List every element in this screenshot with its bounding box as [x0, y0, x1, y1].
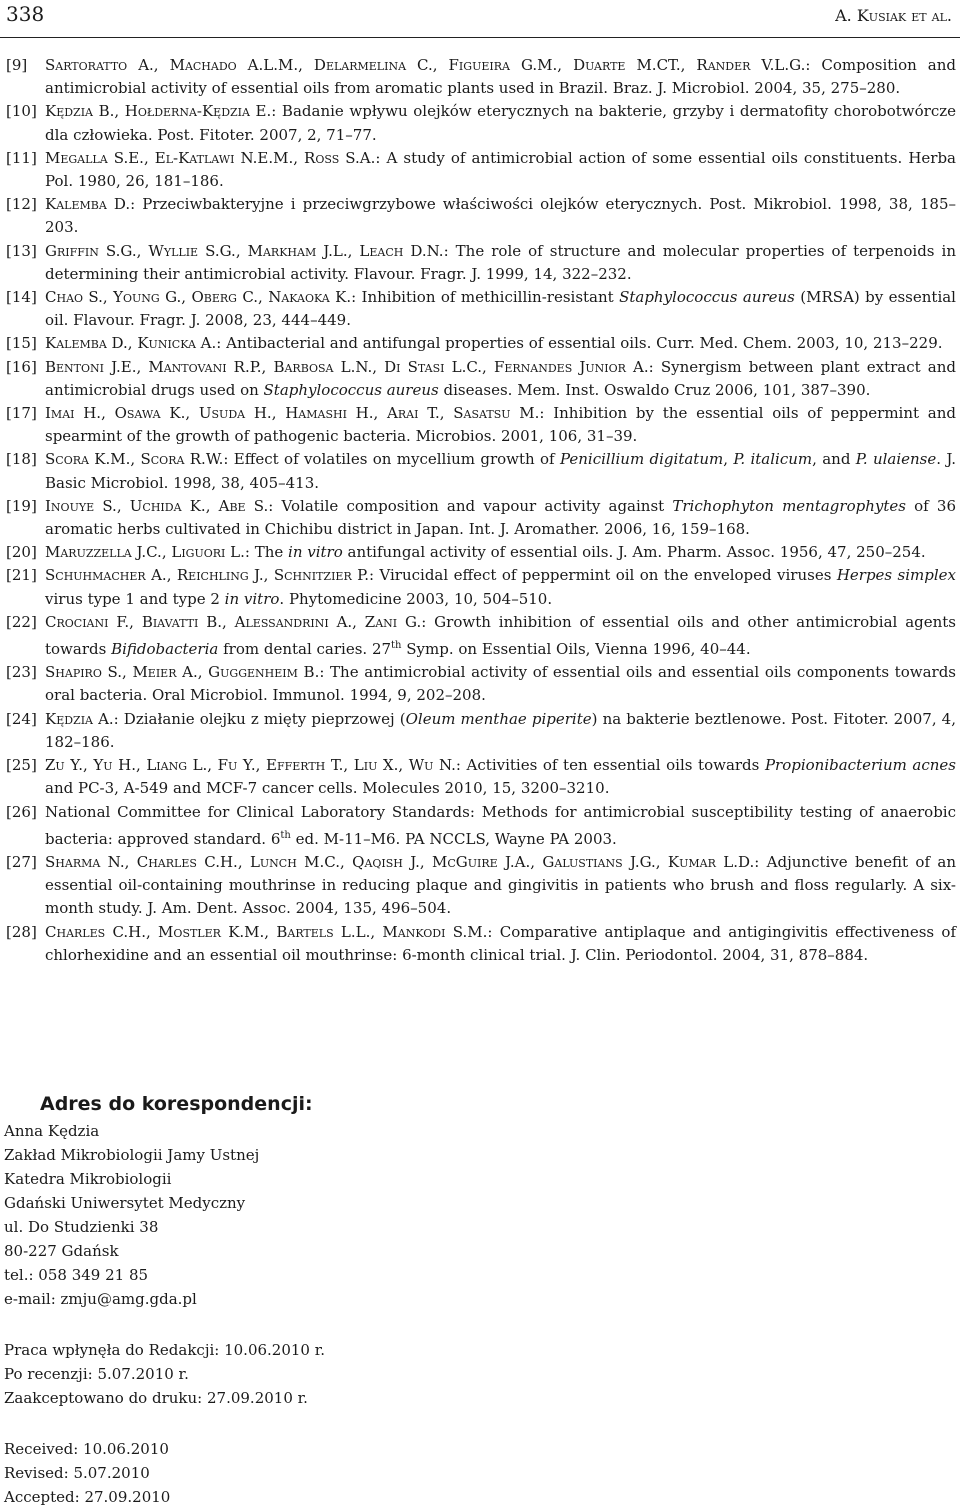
citation-text: : Effect of volatiles on mycellium growth of	[223, 450, 560, 469]
citation-text: : The antimicrobial activity of essential oils and essential oils components towards oral bacteria. Oral Microbiol. Immunol. 1994, 9, 202–208.	[45, 663, 956, 705]
authors: Imai H., Osawa K., Usuda H., Hamashi H., Arai T., Sasatsu M.	[45, 404, 540, 423]
header-rule	[0, 37, 960, 38]
citation-text: : Synergism between plant extract and antimicrobial drugs used on	[45, 357, 956, 399]
correspondence-title: Adres do korespondencji:	[40, 1093, 313, 1115]
authors: Kędzia A.	[45, 709, 114, 728]
citation-text: of 36 aromatic herbs cultivated in Chichibu district in Japan. Int. J. Aromather. 2006, 16, 159–168.	[45, 496, 957, 539]
reference-item	[6, 240, 956, 286]
authors: Zu Y., Yu H., Liang L., Fu Y., Efferth T., Liu X., Wu N.	[45, 756, 456, 775]
address-line: ul. Do Studzienki 38	[4, 1218, 159, 1236]
reference-item	[6, 495, 956, 541]
citation-text: : Composition and antimicrobial activity of essential oils from aromatic plants used in Brazil. Braz. J. Microbiol. 2004, 35, 275–280.	[45, 56, 957, 98]
reference-item	[6, 147, 956, 193]
citation-text: : Badanie wpływu olejków eterycznych na bakterie, grzyby i dermatofity chorobotwórcze dla człowieka. Post. Fitoter. 2007, 2, 71–77.	[45, 102, 956, 144]
reference-number: [18]	[6, 450, 37, 469]
reference-list	[6, 54, 956, 967]
authors: Maruzzella J.C., Liguori L.	[45, 543, 245, 562]
citation-text: antifungal activity of essential oils. J. Am. Pharm. Assoc. 1956, 47, 250–254.	[342, 543, 926, 562]
authors: Bentoni J.E., Mantovani R.P., Barbosa L.N., Di Stasi L.C., Fernandes Junior A.	[45, 357, 649, 376]
address-line: Zakład Mikrobiologii Jamy Ustnej	[4, 1146, 260, 1164]
reference-item	[6, 193, 956, 239]
citation-text: : The role of structure and molecular properties of terpenoids in determining their antimicrobial activity. Flavour. Fragr. J. 1999, 14, 322–232.	[45, 241, 956, 283]
citation-text: : Comparative antiplaque and antigingivitis effectiveness of chlorhexidine and an essential oil mouthrinse: 6-month clinical trial. J. Clin. Periodontol. 2004, 31, 878–884.	[45, 922, 956, 964]
citation-text: virus type 1 and type 2	[45, 589, 225, 608]
reference-number: [25]	[6, 756, 37, 775]
reference-item	[6, 100, 956, 146]
reference-number: [9]	[6, 56, 28, 74]
citation-text: : Volatile composition and vapour activity against	[268, 496, 673, 515]
citation-text: : Przeciwbakteryjne i przeciwgrzybowe właściwości olejków eterycznych. Post. Mikrobiol. 1998, 38, 185–203.	[45, 195, 956, 237]
reference-number: [19]	[6, 496, 37, 515]
citation-text: : Adjunctive benefit of an essential oil-containing mouthrinse in reducing plaque and gingivitis in patients who brush and floss regularly. A six-month study. J. Am. Dent. Assoc. 2004, 135, 496–504.	[45, 852, 956, 918]
authors: Sartoratto A., Machado A.L.M., Delarmelina C., Figueira G.M., Duarte M.CT., Rander V.L.G.	[45, 56, 806, 74]
authors: Shapiro S., Meier A., Guggenheim B.	[45, 663, 320, 682]
reference-item	[6, 801, 956, 851]
email-line: e-mail: zmju@amg.gda.pl	[4, 1290, 197, 1308]
italic-text: Propionibacterium acnes	[764, 756, 956, 775]
citation-text: : Inhibition of methicillin-resistant	[351, 288, 620, 307]
authors: Inouye S., Uchida K., Abe S.	[45, 496, 269, 515]
italic-text: P. ulaiense	[855, 450, 937, 469]
reference-number: [11]	[6, 148, 37, 167]
reference-item	[6, 356, 956, 402]
citation-text: from dental caries. 27	[218, 640, 392, 659]
authors: Charles C.H., Mostler K.M., Bartels L.L., Mankodi S.M.	[45, 922, 488, 941]
authors: Chao S., Young G., Oberg C., Nakaoka K.	[45, 288, 352, 307]
authors: Kalemba D.	[45, 195, 131, 214]
citation-text: : A study of antimicrobial action of some essential oils constituents. Herba Pol. 1980, 26, 181–186.	[45, 148, 956, 191]
reference-number: [23]	[6, 663, 37, 682]
italic-text: Trichophyton mentagrophytes	[672, 496, 906, 515]
citation-text: ed. M-11–M6. PA NCCLS, Wayne PA 2003.	[290, 829, 617, 848]
reference-item	[6, 921, 956, 967]
italic-text: in vitro	[288, 543, 343, 562]
citation-text: National Committee for Clinical Laboratory Standards: Methods for antimicrobial susceptibility testing of anaerobic bacteria: approved standard. 6	[45, 802, 956, 848]
citation-text: diseases. Mem. Inst. Oswaldo Cruz 2006, 101, 387–390.	[438, 380, 871, 399]
reference-number: [21]	[6, 566, 37, 585]
citation-text: and PC-3, A-549 and MCF-7 cancer cells. Molecules 2010, 15, 3200–3210.	[45, 779, 610, 798]
italic-text: Penicillium digitatum	[559, 450, 724, 469]
authors: Schuhmacher A., Reichling J., Schnitzier P.	[45, 566, 369, 585]
address-line: Katedra Mikrobiologii	[4, 1170, 172, 1188]
italic-text: Staphylococcus aureus	[263, 380, 439, 399]
revised-date-pl: Po recenzji: 5.07.2010 r.	[4, 1365, 189, 1383]
italic-text: P. italicum	[733, 450, 813, 469]
citation-text: : Antibacterial and antifungal properties of essential oils. Curr. Med. Chem. 2003, 10, 213–229.	[216, 334, 943, 353]
italic-text: Oleum menthae piperite	[405, 709, 592, 728]
superscript: th	[391, 640, 402, 652]
authors: Sharma N., Charles C.H., Lunch M.C., Qaqish J., McGuire J.A., Galustians J.G., Kumar L.D.	[45, 852, 755, 871]
reference-item	[6, 54, 956, 100]
page-header	[0, 0, 960, 40]
reference-item	[6, 708, 956, 754]
reference-number: [13]	[6, 241, 37, 260]
authors: Scora K.M., Scora R.W.	[45, 450, 224, 469]
citation-text: . Phytomedicine 2003, 10, 504–510.	[279, 589, 553, 608]
citation-text: ) na bakterie beztlenowe. Post. Fitoter. 2007, 4, 182–186.	[45, 709, 956, 751]
reference-item	[6, 851, 956, 921]
citation-text: : Działanie olejku z mięty pieprzowej (	[113, 709, 406, 728]
citation-text: , and	[812, 450, 856, 469]
citation-text: . J. Basic Microbiol. 1998, 38, 405–413.	[45, 450, 956, 492]
reference-number: [15]	[6, 334, 37, 353]
reference-number: [14]	[6, 288, 37, 307]
accepted-date-en: Accepted: 27.09.2010	[4, 1488, 171, 1506]
correspondence-block	[4, 1093, 604, 1509]
received-date-en: Received: 10.06.2010	[4, 1440, 169, 1458]
address-line: 80-227 Gdańsk	[4, 1242, 119, 1260]
page-number: 338	[6, 2, 45, 26]
reference-item	[6, 611, 956, 661]
reference-item	[6, 448, 956, 494]
authors: Griffin S.G., Wyllie S.G., Markham J.L., Leach D.N.	[45, 241, 444, 260]
reference-item	[6, 541, 956, 564]
address-line: tel.: 058 349 21 85	[4, 1266, 149, 1284]
reference-item	[6, 286, 956, 332]
authors: Kędzia B., Hołderna-Kędzia E.	[45, 102, 272, 121]
reference-item	[6, 661, 956, 707]
reference-item	[6, 754, 956, 800]
address-line: Anna Kędzia	[4, 1122, 100, 1140]
reference-number: [27]	[6, 852, 37, 871]
italic-text: Bifidobacteria	[111, 640, 219, 659]
superscript: th	[280, 829, 291, 841]
citation-text: : Growth inhibition of essential oils and other antimicrobial agents towards	[45, 612, 956, 659]
reference-number: [24]	[6, 709, 37, 728]
italic-text: Herpes simplex	[836, 566, 957, 585]
running-head: A. Kusiak et al.	[835, 6, 952, 25]
reference-number: [26]	[6, 802, 37, 821]
accepted-date-pl: Zaakceptowano do druku: 27.09.2010 r.	[4, 1389, 308, 1407]
authors: Crociani F., Biavatti B., Alessandrini A., Zani G.	[45, 612, 422, 631]
reference-number: [10]	[6, 102, 37, 121]
reference-item	[6, 564, 956, 610]
reference-number: [28]	[6, 922, 37, 941]
reference-number: [20]	[6, 543, 37, 562]
authors: Kalemba D., Kunicka A.	[45, 334, 217, 353]
reference-item	[6, 402, 956, 448]
reference-number: [17]	[6, 404, 37, 423]
reference-number: [12]	[6, 195, 37, 214]
citation-text: : Virucidal effect of peppermint oil on the enveloped viruses	[368, 566, 837, 585]
citation-text: : The	[244, 543, 289, 562]
reference-number: [22]	[6, 612, 37, 631]
italic-text: Staphylococcus aureus	[619, 288, 795, 307]
address-line: Gdański Uniwersytet Medyczny	[4, 1194, 246, 1212]
citation-text: : Inhibition by the essential oils of peppermint and spearmint of the growth of pathogenic bacteria. Microbios. 2001, 106, 31–39.	[45, 404, 957, 446]
italic-text: in vitro	[224, 589, 280, 608]
received-date-pl: Praca wpłynęła do Redakcji: 10.06.2010 r.	[4, 1341, 326, 1359]
revised-date-en: Revised: 5.07.2010	[4, 1464, 150, 1482]
citation-text: (MRSA) by essential oil. Flavour. Fragr. J. 2008, 23, 444–449.	[45, 288, 956, 330]
reference-number: [16]	[6, 357, 37, 376]
authors: Megalla S.E., El-Katlawi N.E.M., Ross S.A.	[45, 148, 376, 167]
citation-text: Symp. on Essential Oils, Vienna 1996, 40–44.	[401, 640, 751, 659]
reference-item	[6, 332, 956, 355]
citation-text: : Activities of ten essential oils towards	[455, 756, 765, 775]
citation-text: ,	[723, 450, 734, 469]
